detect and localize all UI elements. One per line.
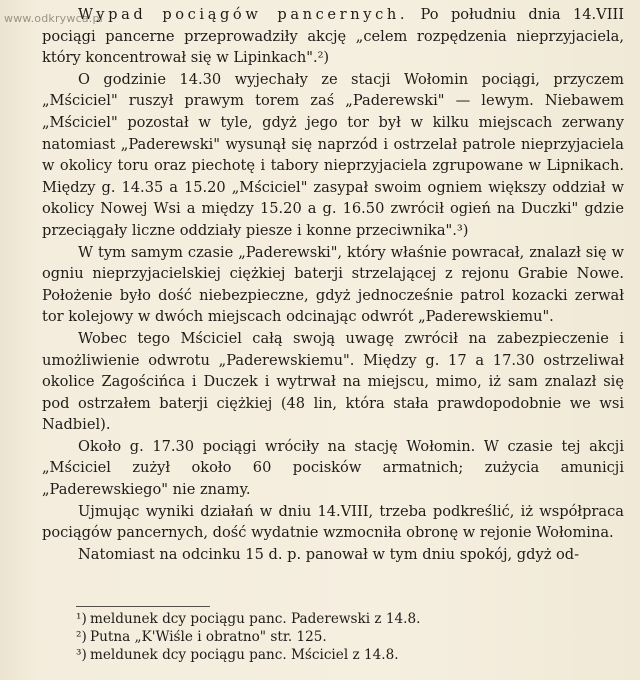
section-heading: Wypad pociągów pancernych.: [78, 6, 409, 23]
paragraph-1-text: Po południu dnia 14.VIII pociągi pancerne przeprowadziły akcję „celem rozpędzenia nieprzyjaciela, który koncentrował się w Lipinkach".²): [42, 6, 624, 67]
paragraph-3: W tym samym czasie „Paderewski", który właśnie powracał, znalazł się w ogniu nieprzyjacielskiej ciężkiej baterji strzelającej z rejonu Grabie Nowe. Położenie było dość niebezpieczne, gdyż jednocześnie patrol kozacki zerwał tor kolejowy w dwóch miejscach odcinając odwrót „Paderewskiemu".: [42, 243, 624, 326]
footnote-2: [76, 628, 576, 646]
footnote-1-text: meldunek dcy pociągu panc. Paderewski z 14.8.: [90, 611, 421, 627]
paragraph-5: Około g. 17.30 pociągi wróciły na stację Wołomin. W czasie tej akcji „Mściciel zużył około 60 pocisków armatnich; zużycia amunicji „Paderewskiego" nie znamy.: [42, 437, 624, 499]
footnote-1-mark: ¹): [76, 611, 87, 627]
footnote-3-mark: ³): [76, 647, 87, 663]
paragraph-1: [42, 4, 624, 69]
footnote-3-text: meldunek dcy pociągu panc. Mściciel z 14.8.: [90, 647, 399, 663]
footnote-divider: [76, 606, 210, 607]
footnotes: [76, 610, 576, 664]
footnote-2-mark: ²): [76, 629, 87, 645]
paragraph-7: Natomiast na odcinku 15 d. p. panował w tym dniu spokój, gdyż od-: [78, 545, 580, 563]
watermark: www.odkrywca.pl: [4, 12, 103, 25]
paragraph-2: O godzinie 14.30 wyjechały ze stacji Wołomin pociągi, przyczem „Mściciel" ruszył prawym torem zaś „Paderewski" — lewym. Niebawem „Mściciel" pozostał w tyle, gdyż jego tor był w kilku miejscach zerwany natomiast „Paderewski" wysunął się naprzód i ostrzelał patrole nieprzyjaciela w okolicy toru oraz piechotę i tabory nieprzyjaciela zgrupowane w Lipnikach. Między g. 14.35 a 15.20 „Mściciel" zasypał swoim ogniem większy oddział w okolicy Nowej Wsi a między 15.20 a g. 16.50 zwrócił ogień na Duczki" gdzie przeciągały liczne oddziały piesze i konne przeciwnika".³): [42, 70, 624, 239]
footnote-3: [76, 646, 576, 664]
paragraph-6: Ujmując wyniki działań w dniu 14.VIII, trzeba podkreślić, iż współpraca pociągów pancernych, dość wydatnie wzmocniła obronę w rejonie Wołomina.: [42, 502, 624, 542]
paragraph-4: Wobec tego Mściciel całą swoją uwagę zwrócił na zabezpieczenie i umożliwienie odwrotu „Paderewskiemu". Między g. 17 a 17.30 ostrzeliwał okolice Zagościńca i Duczek i wytrwał na miejscu, mimo, iż sam znalazł się pod ostrzałem baterji ciężkiej (48 lin, która stała prawdopodobnie we wsi Nadbiel).: [42, 329, 624, 434]
body-text: [42, 4, 624, 565]
footnote-2-text: Putna „K'Wiśle i obratno" str. 125.: [90, 629, 327, 645]
footnote-1: [76, 610, 576, 628]
